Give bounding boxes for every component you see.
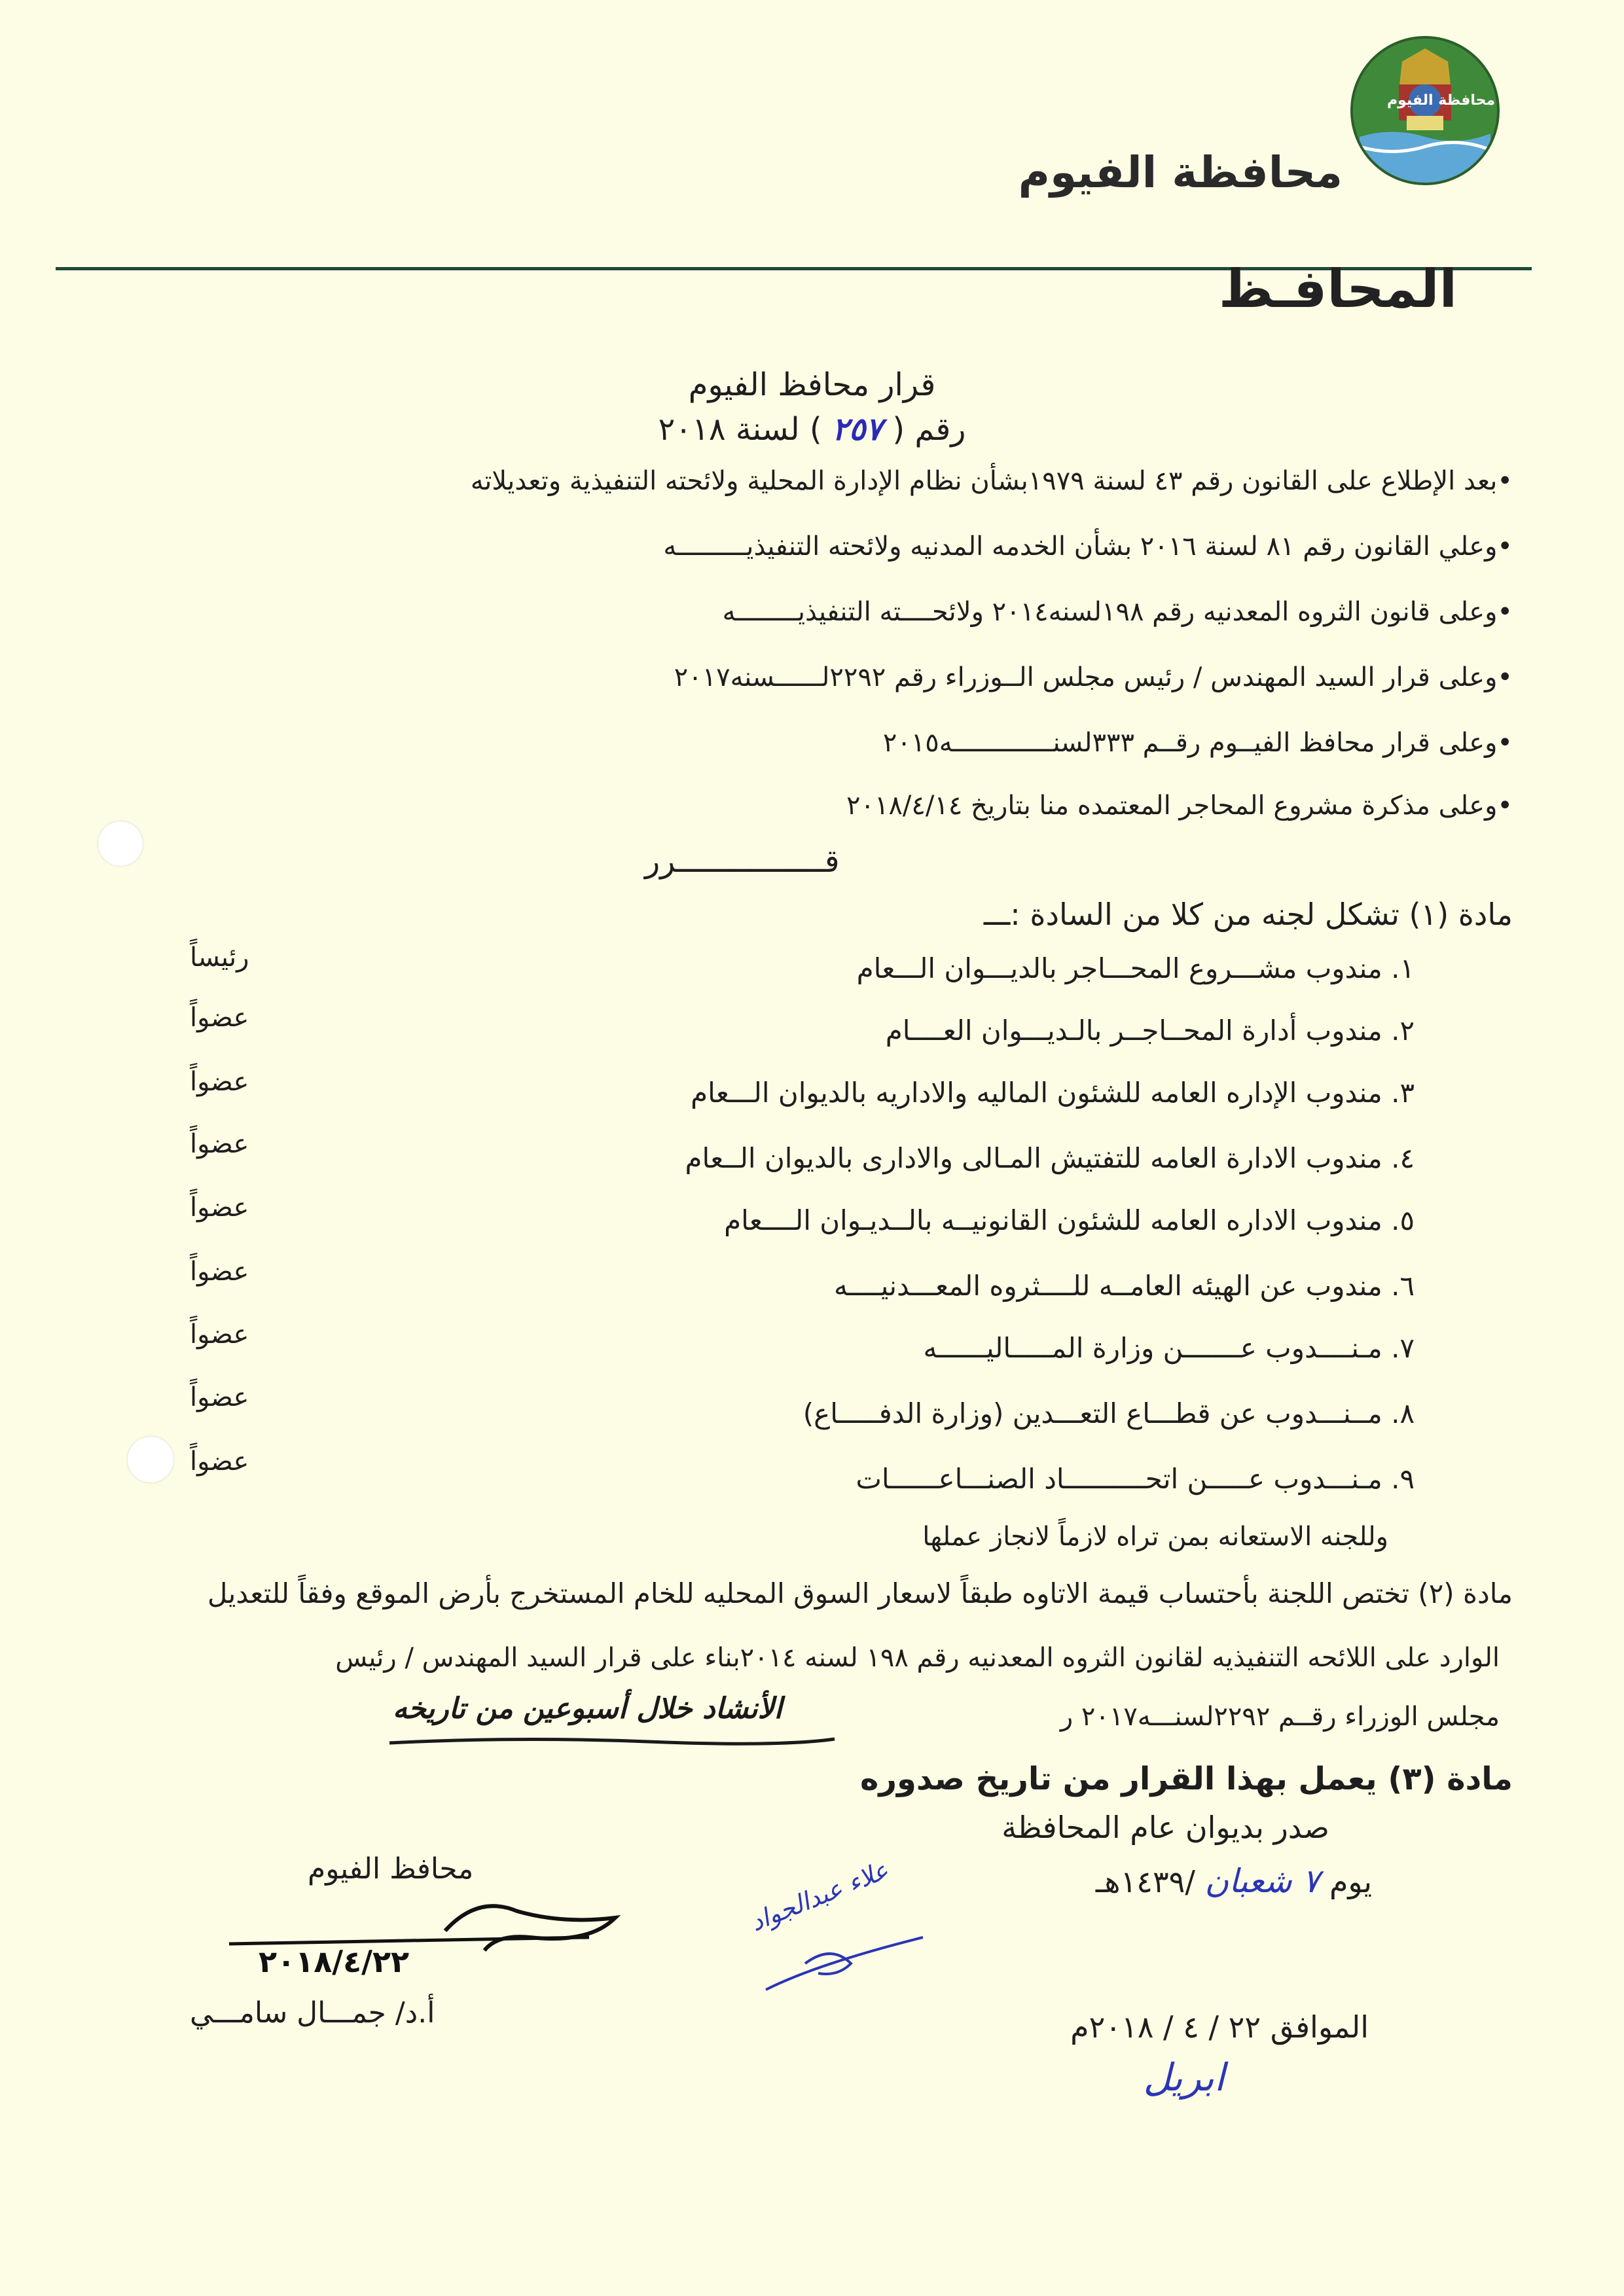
member-role: عضواً bbox=[190, 1129, 249, 1159]
corresponding-label: الموافق bbox=[1270, 2009, 1369, 2045]
member-role: عضواً bbox=[190, 1257, 249, 1287]
governorate-name: محافظة الفيوم bbox=[1018, 147, 1343, 198]
member-item: ٤. مندوب الادارة العامه للتفتيش المـالى والادارى بالديوان الــعام bbox=[685, 1142, 1415, 1174]
decree-number: ٢٥٧ bbox=[831, 411, 883, 448]
member-role: عضواً bbox=[190, 1193, 249, 1223]
member-item: ٨. مــنـــدوب عن قطـــاع التعـــدين (وزارة الدفـــــاع) bbox=[803, 1397, 1415, 1429]
article-2-line: الوارد على اللائحه التنفيذيه لقانون الثروه المعدنيه رقم ١٩٨ لسنه ٢٠١٤بناء على قرار السيد المهندس / رئيس bbox=[335, 1643, 1500, 1673]
preamble-line: •وعلي القانون رقم ٨١ لسنة ٢٠١٦ بشأن الخدمه المدنيه ولائحته التنفيذيـــــــــه bbox=[663, 531, 1513, 562]
decree-number-prefix: رقم ( bbox=[892, 411, 966, 448]
corresponding-line bbox=[1070, 2009, 1369, 2045]
governor-date: ٢٠١٨/٤/٢٢ bbox=[259, 1944, 410, 1979]
article-2-line: مجلس الوزراء رقــم ٢٢٩٢لسنـــه٢٠١٧ ر bbox=[1060, 1702, 1500, 1732]
preamble-line: •بعد الإطلاع على القانون رقم ٤٣ لسنة ١٩٧٩بشأن نظام الإدارة المحلية ولائحته التنفيذية وتعديلاته bbox=[470, 466, 1513, 496]
punch-hole bbox=[98, 821, 143, 866]
decree-title: قرار محافظ الفيوم bbox=[688, 367, 936, 403]
governor-name: أ.د/ جمـــال سامـــي bbox=[190, 1996, 435, 2030]
article-3-heading: مادة (٣) يعمل بهذا القرار من تاريخ صدوره bbox=[860, 1761, 1513, 1797]
member-role: عضواً bbox=[190, 1003, 249, 1033]
member-role: رئيساً bbox=[190, 942, 249, 973]
governor-label: محافظ الفيوم bbox=[308, 1852, 474, 1886]
member-role: عضواً bbox=[190, 1319, 249, 1350]
member-role: عضواً bbox=[190, 1382, 249, 1412]
day-line bbox=[1096, 1862, 1372, 1900]
preamble-line: •وعلى قرار السيد المهندس / رئيس مجلس الــوزراء رقم ٢٢٩٢لــــــسنه٢٠١٧ bbox=[674, 662, 1513, 692]
article-1-footer: وللجنه الاستعانه بمن تراه لازماً لانجاز عملها bbox=[922, 1522, 1388, 1552]
article-2-line: مادة (٢) تختص اللجنة بأحتساب قيمة الاتاوه طبقاً لاسعار السوق المحليه للخام المستخرج بأرض الموقع وفقاً للتعديل bbox=[207, 1577, 1513, 1609]
member-item: ٩. مـنـــدوب عـــــن اتحــــــــــاد الصنـــاعــــــات bbox=[856, 1463, 1415, 1495]
emblem-icon bbox=[1353, 39, 1497, 183]
day-label: يوم bbox=[1329, 1864, 1372, 1899]
preamble-line: •وعلى قانون الثروه المعدنيه رقم ١٩٨لسنه٢٠١٤ ولائحــــته التنفيذيــــــــه bbox=[722, 597, 1513, 627]
handwritten-day: ٧ شعبان bbox=[1204, 1862, 1320, 1900]
decree-number-line bbox=[0, 411, 1624, 448]
issued-at: صدر بديوان عام المحافظة bbox=[1001, 1810, 1329, 1845]
gregorian-date: ٢٢ / ٤ / ٢٠١٨م bbox=[1070, 2009, 1261, 2045]
handwritten-insertion: الأنشاد خلال أسبوعين من تاريخه bbox=[393, 1692, 782, 1725]
member-item: ٥. مندوب الاداره العامه للشئون القانونيــه بالــديـوان الــــعام bbox=[724, 1204, 1415, 1236]
preamble-line: •وعلى قرار محافظ الفيــوم رقــم ٣٣٣لسنـــــــــــــه٢٠١٥ bbox=[882, 728, 1513, 758]
handwritten-month: ابريل bbox=[1143, 2055, 1225, 2100]
decided-heading: قــــــــــــــــرر bbox=[645, 843, 840, 880]
member-role: عضواً bbox=[190, 1067, 249, 1097]
member-item: ١. مندوب مشـــروع المحـــاجر بالديـــوان الـــعام bbox=[856, 952, 1415, 984]
member-item: ٣. مندوب الإداره العامه للشئون الماليه والاداريه بالديوان الـــعام bbox=[691, 1077, 1415, 1109]
article-1-heading: مادة (١) تشكل لجنه من كلا من السادة :ـــ bbox=[983, 897, 1513, 932]
hijri-year: /١٤٣٩هـ bbox=[1095, 1864, 1195, 1899]
preamble-line: •وعلى مذكرة مشروع المحاجر المعتمده منا بتاريخ ٢٠١٨/٤/١٤ bbox=[846, 791, 1513, 821]
governorate-logo bbox=[1350, 36, 1500, 185]
member-item: ٢. مندوب أدارة المحــاجــر بالـديـــوان العــــام bbox=[885, 1014, 1415, 1047]
decree-number-suffix: ) لسنة ٢٠١٨ bbox=[658, 411, 822, 448]
punch-hole bbox=[128, 1437, 173, 1482]
handwritten-initials: علاء عبدالجواد bbox=[746, 1855, 893, 1937]
member-role: عضواً bbox=[190, 1446, 249, 1477]
logo-text: محافظة الفيوم bbox=[1387, 92, 1496, 109]
office-title: المحافـظ bbox=[1218, 259, 1457, 319]
middle-signature bbox=[759, 1918, 929, 2003]
member-item: ٦. مندوب عن الهيئه العامــه للــــثروه المعـــدنيــــه bbox=[833, 1270, 1415, 1302]
handwritten-underline bbox=[386, 1731, 838, 1751]
member-item: ٧. مـنــــدوب عـــــــن وزارة المـــــاليــــــه bbox=[923, 1332, 1415, 1364]
